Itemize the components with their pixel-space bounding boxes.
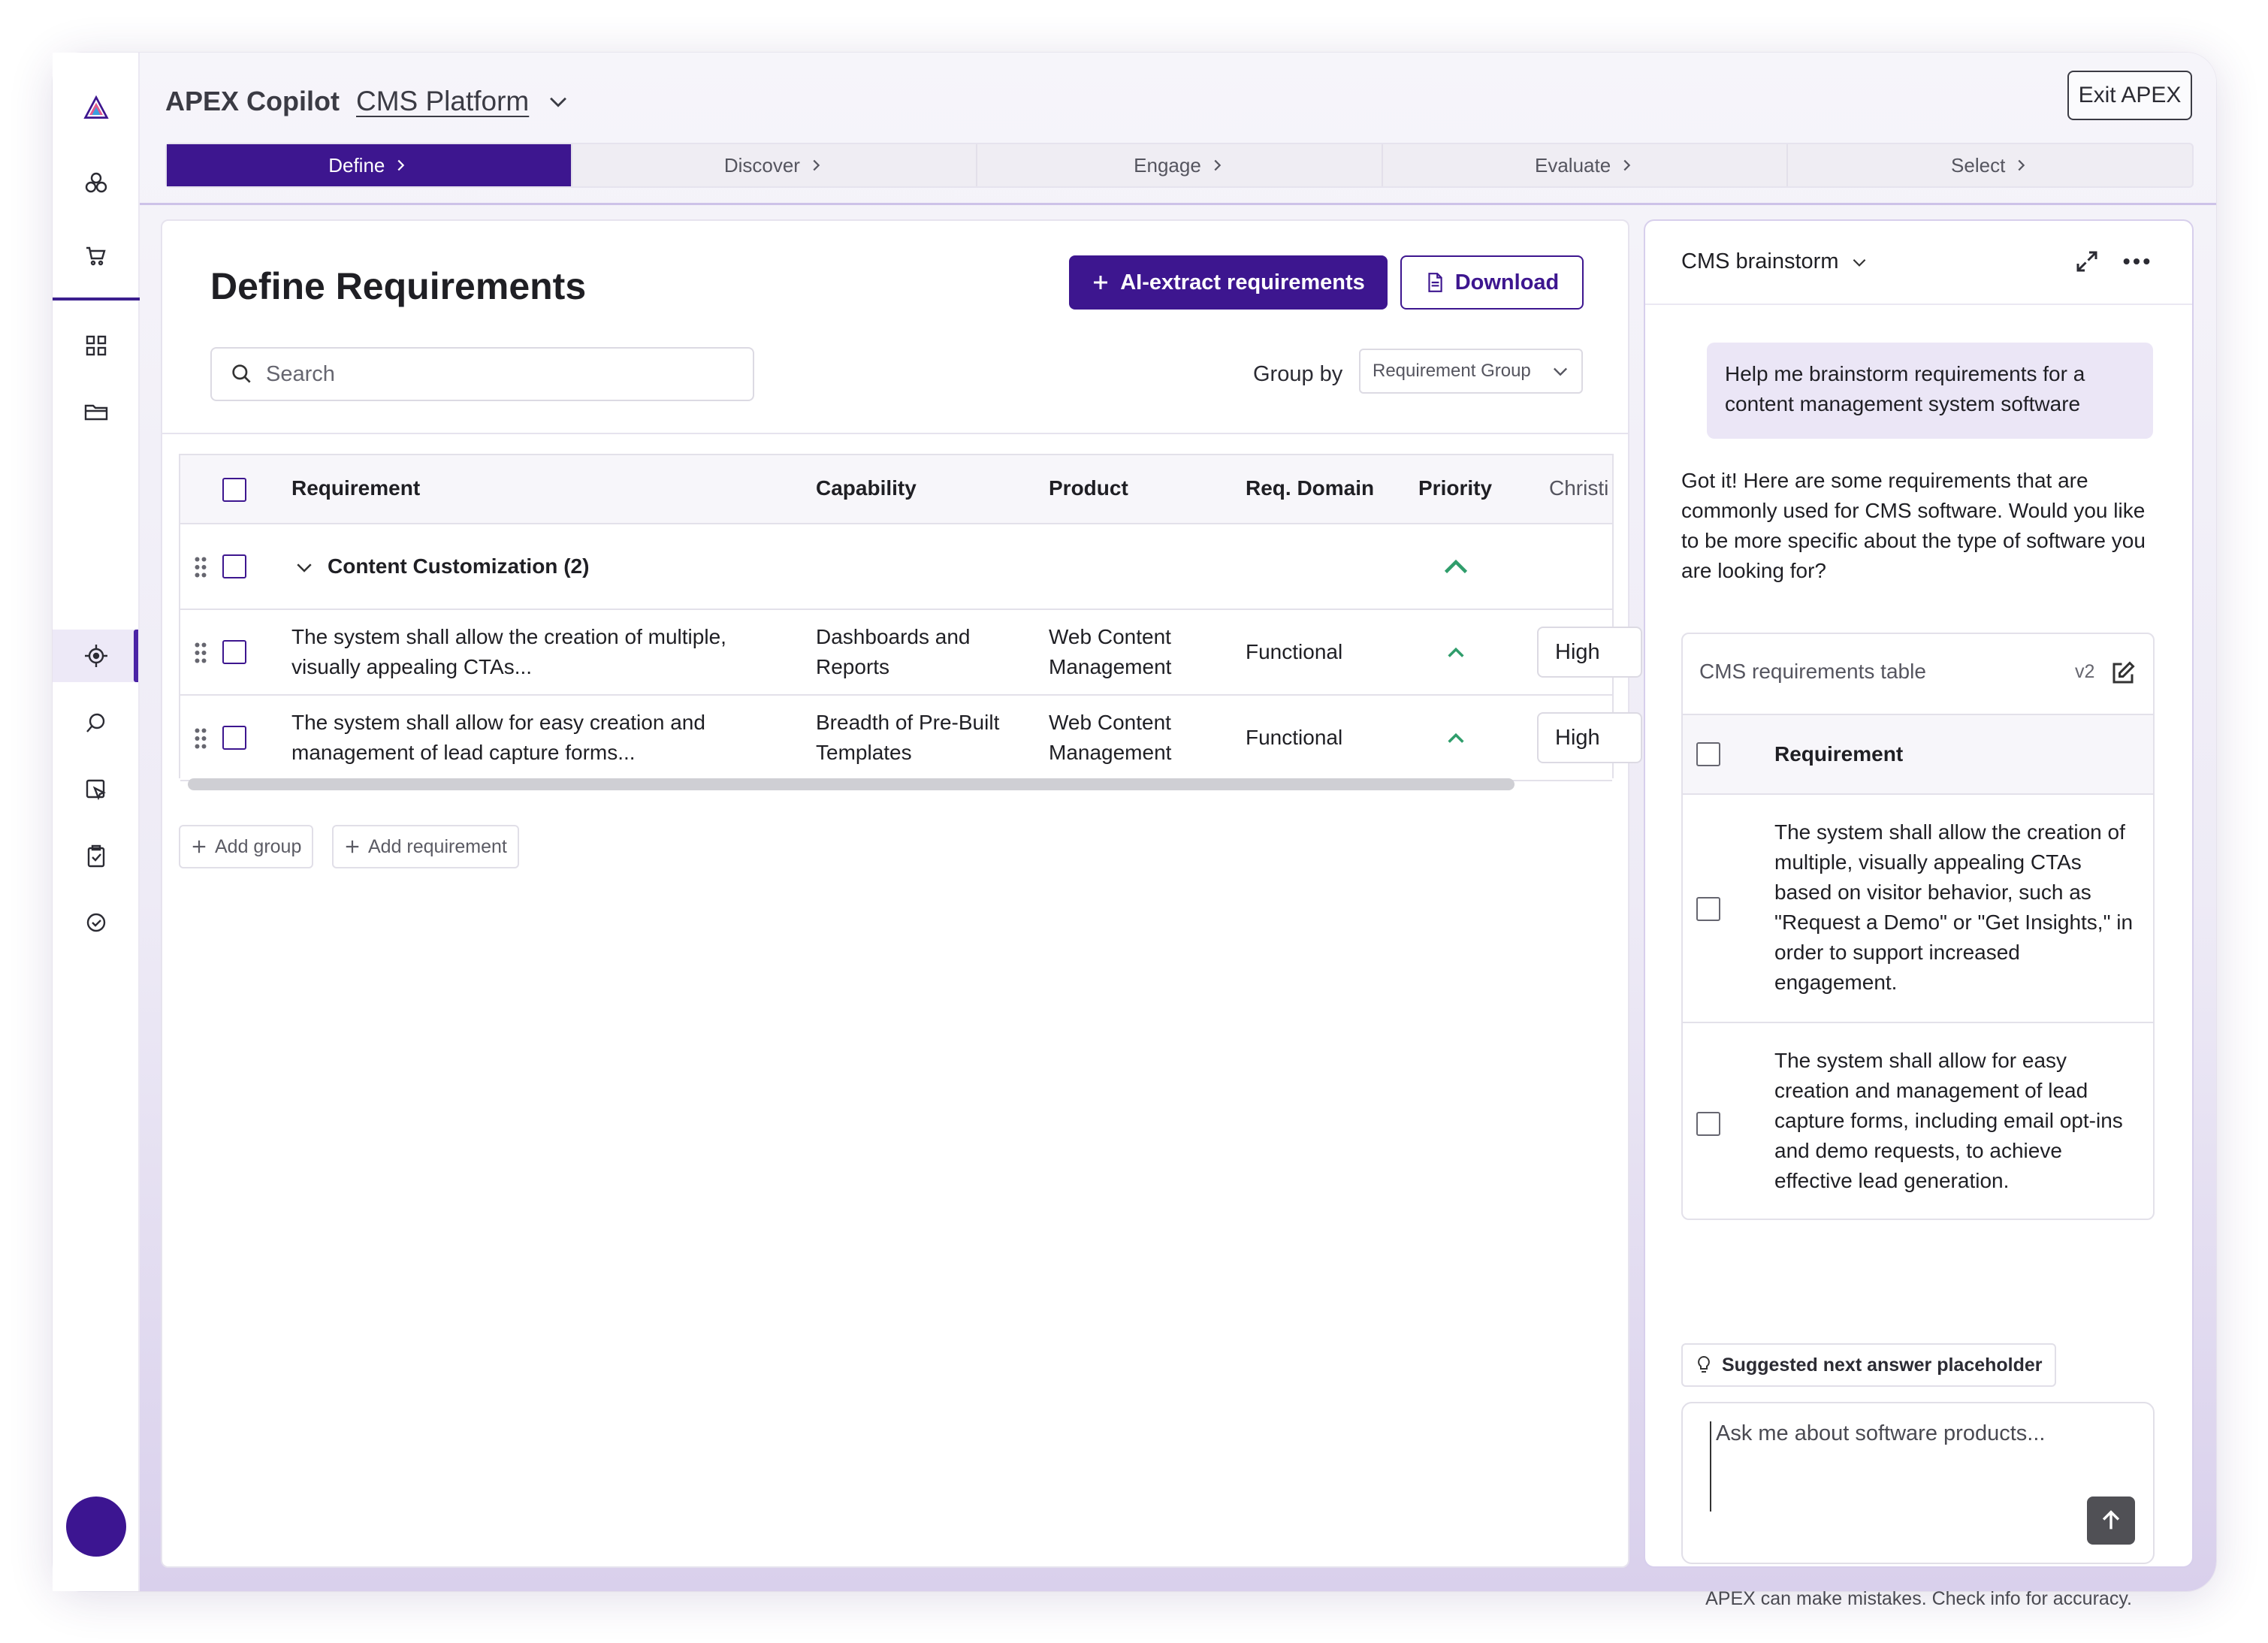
avatar[interactable] bbox=[66, 1497, 126, 1557]
assistant-message: Got it! Here are some requirements that are commonly used for CMS software. Would you like to be more specific about the type of software you are looking for? bbox=[1681, 469, 2146, 582]
document-icon bbox=[1425, 272, 1445, 293]
tab-label: Select bbox=[1951, 153, 2006, 177]
user-message: Help me brainstorm requirements for a content management system software bbox=[1707, 343, 2153, 439]
plus-icon bbox=[1092, 273, 1110, 291]
edit-icon[interactable] bbox=[2109, 660, 2137, 687]
tab-define[interactable] bbox=[167, 144, 572, 186]
search-icon bbox=[230, 362, 254, 386]
table-row[interactable] bbox=[180, 696, 1612, 781]
chevron-right-icon bbox=[2013, 157, 2029, 174]
group-by-value: Requirement Group bbox=[1373, 361, 1531, 381]
arrow-up-icon bbox=[2098, 1508, 2124, 1533]
download-label: Download bbox=[1454, 270, 1560, 294]
requirements-card bbox=[1681, 633, 2155, 1220]
suggested-answer-chip[interactable] bbox=[1681, 1343, 2056, 1387]
christi-value: High bbox=[1555, 639, 1600, 664]
page-title: Define Requirements bbox=[210, 265, 587, 307]
column-header: Requirement bbox=[1774, 742, 1904, 766]
capability-cell: Breadth of Pre-Built Templates bbox=[816, 711, 1000, 764]
apex-logo-icon[interactable] bbox=[78, 90, 114, 126]
chevron-down-icon[interactable] bbox=[545, 89, 571, 114]
ai-extract-button[interactable] bbox=[1069, 255, 1388, 310]
column-header[interactable]: Capability bbox=[816, 476, 917, 500]
expand-icon[interactable] bbox=[2073, 248, 2100, 275]
folder-icon[interactable] bbox=[78, 394, 114, 430]
row-checkbox[interactable] bbox=[222, 640, 246, 664]
priority-high-icon bbox=[1445, 729, 1466, 748]
chevron-right-icon bbox=[392, 157, 409, 174]
chevron-right-icon bbox=[808, 157, 824, 174]
product-cell: Web Content Management bbox=[1049, 625, 1172, 678]
drag-handle-icon[interactable] bbox=[194, 642, 207, 664]
card-row[interactable] bbox=[1683, 795, 2153, 1023]
tab-discover[interactable] bbox=[572, 144, 978, 186]
tab-label: Define bbox=[328, 153, 385, 177]
chevron-right-icon bbox=[1618, 157, 1635, 174]
chat-panel bbox=[1644, 219, 2194, 1609]
platform-selector[interactable]: CMS Platform bbox=[356, 86, 530, 116]
check-circle-icon[interactable] bbox=[78, 905, 114, 941]
group-by-label: Group by bbox=[1253, 362, 1343, 386]
rail-separator bbox=[53, 297, 140, 301]
add-requirement-button[interactable] bbox=[332, 825, 519, 868]
domain-cell: Functional bbox=[1246, 726, 1343, 749]
chevron-right-icon bbox=[1209, 157, 1225, 174]
add-requirement-label: Add requirement bbox=[368, 835, 507, 857]
requirement-cell: The system shall allow the creation of multiple, visually appealing CTAs... bbox=[291, 625, 726, 678]
add-group-button[interactable] bbox=[179, 825, 313, 868]
row-checkbox[interactable] bbox=[222, 554, 246, 578]
lightbulb-icon bbox=[1695, 1355, 1713, 1375]
tab-evaluate[interactable] bbox=[1383, 144, 1789, 186]
chat-header bbox=[1645, 221, 2192, 305]
panel-divider bbox=[162, 433, 1628, 434]
priority-high-icon bbox=[1445, 643, 1466, 663]
column-header[interactable]: Req. Domain bbox=[1246, 476, 1375, 500]
grid-icon[interactable] bbox=[78, 328, 114, 364]
plus-icon bbox=[191, 838, 207, 855]
row-checkbox[interactable] bbox=[1696, 1112, 1720, 1136]
chat-input-box[interactable] bbox=[1681, 1402, 2155, 1564]
version-badge: v2 bbox=[2075, 661, 2095, 682]
tab-label: Discover bbox=[723, 153, 800, 177]
select-all-checkbox[interactable] bbox=[1696, 742, 1720, 766]
title-row bbox=[165, 75, 571, 128]
app-name: APEX Copilot bbox=[165, 86, 340, 116]
send-button[interactable] bbox=[2087, 1497, 2135, 1545]
search-icon[interactable] bbox=[78, 705, 114, 741]
priority-high-icon bbox=[1442, 554, 1469, 578]
card-header bbox=[1683, 634, 2153, 715]
target-icon[interactable] bbox=[78, 638, 114, 674]
header-divider bbox=[140, 203, 2216, 205]
column-header[interactable]: Requirement bbox=[291, 476, 421, 500]
clipboard-icon[interactable] bbox=[78, 838, 114, 874]
chat-input[interactable] bbox=[1710, 1421, 2131, 1512]
requirement-cell: The system shall allow for easy creation and management of lead capture forms... bbox=[291, 711, 705, 764]
card-requirement-text: The system shall allow the creation of multiple, visually appealing CTAs based on visitor behavior, such as "Request a Demo" or "Get Insights," in order to support increased engagement. bbox=[1774, 820, 2134, 994]
review-icon[interactable] bbox=[78, 772, 114, 808]
card-table-header bbox=[1683, 715, 2153, 795]
requirements-panel bbox=[161, 219, 1629, 1568]
more-options-icon[interactable] bbox=[2122, 248, 2152, 275]
chevron-down-icon bbox=[1550, 361, 1571, 382]
cluster-icon[interactable] bbox=[78, 165, 114, 201]
group-by-select[interactable] bbox=[1359, 349, 1583, 394]
app-window bbox=[53, 53, 2216, 1609]
card-title: CMS requirements table bbox=[1699, 660, 1926, 683]
download-button[interactable] bbox=[1400, 255, 1584, 310]
add-group-label: Add group bbox=[215, 835, 302, 857]
tab-label: Evaluate bbox=[1534, 153, 1611, 177]
row-checkbox[interactable] bbox=[222, 726, 246, 750]
disclaimer: APEX can make mistakes. Check info for accuracy. bbox=[1705, 1588, 2132, 1609]
chat-title: CMS brainstorm bbox=[1681, 249, 1839, 273]
table-header bbox=[180, 455, 1612, 524]
card-row[interactable] bbox=[1683, 1023, 2153, 1222]
ai-extract-label: AI-extract requirements bbox=[1120, 270, 1365, 294]
row-checkbox[interactable] bbox=[1696, 897, 1720, 921]
capability-cell: Dashboards and Reports bbox=[816, 625, 971, 678]
christi-select[interactable] bbox=[1537, 627, 1642, 678]
rail-active-indicator bbox=[134, 630, 138, 682]
tab-label: Engage bbox=[1134, 153, 1201, 177]
chevron-down-icon[interactable] bbox=[293, 556, 316, 578]
tab-select[interactable] bbox=[1788, 144, 2192, 186]
chevron-down-icon bbox=[1850, 252, 1869, 272]
search-box[interactable] bbox=[210, 347, 754, 401]
drag-handle-icon[interactable] bbox=[194, 727, 207, 750]
suggested-answer-label: Suggested next answer placeholder bbox=[1722, 1354, 2043, 1376]
group-row[interactable] bbox=[180, 524, 1612, 610]
plus-icon bbox=[344, 838, 361, 855]
column-header[interactable]: Christi bbox=[1549, 476, 1609, 500]
domain-cell: Functional bbox=[1246, 640, 1343, 663]
exit-apex-button[interactable]: Exit APEX bbox=[2067, 71, 2192, 120]
christi-value: High bbox=[1555, 725, 1600, 750]
group-label: Content Customization (2) bbox=[328, 554, 590, 578]
card-requirement-text: The system shall allow for easy creation and management of lead capture forms, including email opt-ins and demo requests, to achieve effective lead generation. bbox=[1774, 1049, 2123, 1192]
left-rail bbox=[53, 53, 140, 1591]
requirements-table bbox=[179, 454, 1614, 778]
horizontal-scrollbar[interactable] bbox=[188, 778, 1515, 790]
tab-engage[interactable] bbox=[977, 144, 1383, 186]
table-row[interactable] bbox=[180, 610, 1612, 696]
christi-select[interactable] bbox=[1537, 712, 1642, 763]
step-tabs bbox=[165, 143, 2194, 188]
chat-title-selector[interactable] bbox=[1681, 249, 1869, 274]
column-header[interactable]: Priority bbox=[1418, 476, 1493, 500]
select-all-checkbox[interactable] bbox=[222, 478, 246, 502]
product-cell: Web Content Management bbox=[1049, 711, 1172, 764]
drag-handle-icon[interactable] bbox=[194, 556, 207, 578]
search-input[interactable] bbox=[266, 362, 717, 387]
cart-icon[interactable] bbox=[78, 237, 114, 273]
column-header[interactable]: Product bbox=[1049, 476, 1128, 500]
